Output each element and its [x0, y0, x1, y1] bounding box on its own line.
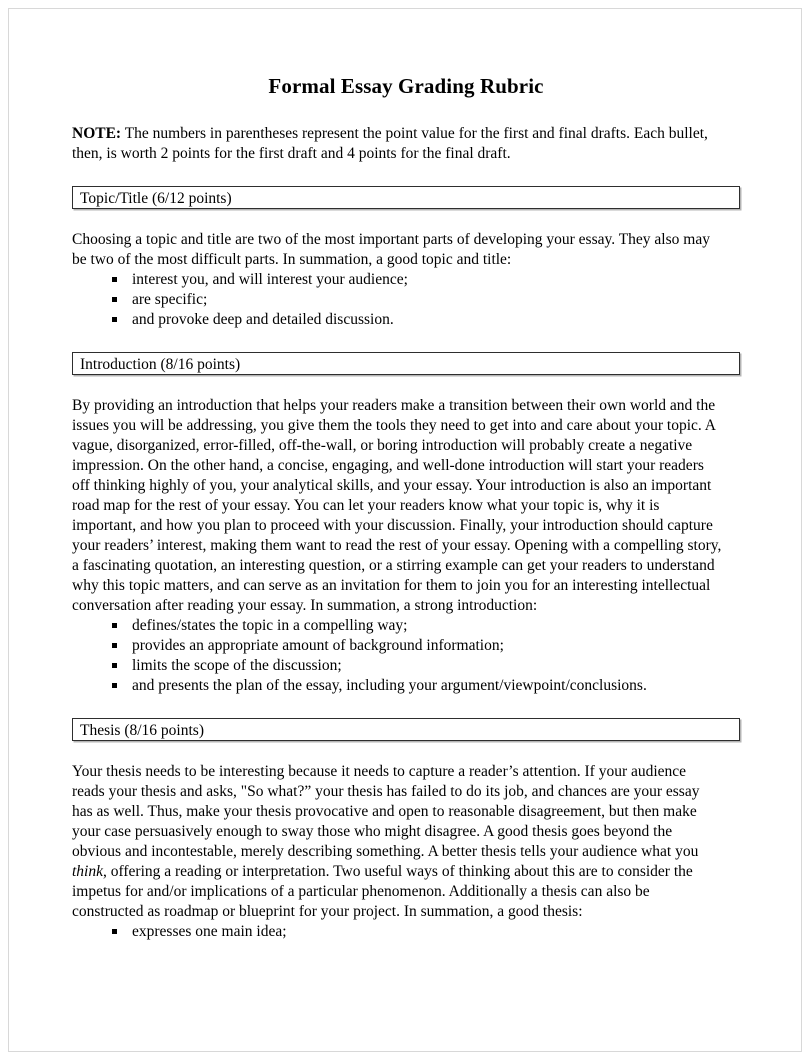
note-paragraph	[72, 124, 722, 164]
list-item-label: and presents the plan of the essay, including your argument/viewpoint/conclusions.	[132, 677, 647, 695]
section-paragraph-thesis	[72, 762, 722, 922]
list-item-label: and provoke deep and detailed discussion.	[132, 311, 394, 329]
bullet-list-thesis	[72, 922, 740, 942]
note-label: NOTE:	[72, 125, 122, 143]
spacer	[72, 375, 740, 396]
spacer	[72, 696, 740, 718]
list-item-label: provides an appropriate amount of background information;	[132, 637, 504, 655]
document-content	[72, 74, 740, 942]
spacer	[72, 741, 740, 762]
list-item	[72, 290, 740, 310]
list-item	[72, 310, 740, 330]
spacer	[72, 330, 740, 352]
bullet-list-topic-title	[72, 270, 740, 330]
list-item-label: defines/states the topic in a compelling way;	[132, 617, 408, 635]
list-item-label: interest you, and will interest your audience;	[132, 271, 408, 289]
section-paragraph-topic-title: Choosing a topic and title are two of the most important parts of developing your essay. They also may be two of the most difficult parts. In summation, a good topic and title:	[72, 231, 710, 269]
list-item-label: limits the scope of the discussion;	[132, 657, 342, 675]
square-bullet-icon	[112, 317, 117, 322]
thesis-text-part1: Your thesis needs to be interesting because it needs to capture a reader’s attention. If your audience reads your thesis and asks, "So what?” your thesis has failed to do its job, and chances are your essay has as well. Thus, make your thesis provocative and open to reasonable disagreement, but then make your case persuasively enough to sway those who might disagree. A good thesis goes beyond the obvious and incontestable, merely describing something. A better thesis tells your audience what you	[72, 763, 700, 861]
square-bullet-icon	[112, 643, 117, 648]
thesis-emphasis-think: think	[72, 863, 103, 881]
list-item	[72, 270, 740, 290]
section-paragraph-introduction: By providing an introduction that helps your readers make a transition between their own world and the issues you will be addressing, you give them the tools they need to get into and care about your topic. A vague, disorganized, error-filled, off-the-wall, or boring introduction will probably create a negative impression. On the other hand, a concise, engaging, and well-done introduction will start your readers off thinking highly of you, your analytical skills, and your essay. Your introduction is also an important road map for the rest of your essay. You can let your readers know what your topic is, why it is important, and how you plan to proceed with your discussion. Finally, your introduction should capture your readers’ interest, making them want to read the rest of your essay. Opening with a compelling story, a fascinating quotation, an interesting question, or a stirring example can get your readers to understand why this topic matters, and can serve as an invitation for them to join you for an interesting intellectual conversation after reading your essay. In summation, a strong introduction:	[72, 397, 722, 615]
list-item	[72, 616, 740, 636]
section-header-introduction: Introduction (8/16 points)	[72, 352, 740, 375]
list-item	[72, 922, 740, 942]
list-item	[72, 656, 740, 676]
square-bullet-icon	[112, 297, 117, 302]
list-item-label: expresses one main idea;	[132, 923, 287, 941]
list-item	[72, 676, 740, 696]
spacer	[72, 209, 740, 230]
note-text: The numbers in parentheses represent the point value for the first and final drafts. Each bullet, then, is worth 2 points for the first draft and 4 points for the final draft.	[72, 125, 708, 163]
square-bullet-icon	[112, 929, 117, 934]
square-bullet-icon	[112, 623, 117, 628]
square-bullet-icon	[112, 277, 117, 282]
square-bullet-icon	[112, 683, 117, 688]
list-item-label: are specific;	[132, 291, 208, 309]
square-bullet-icon	[112, 663, 117, 668]
page-title: Formal Essay Grading Rubric	[268, 74, 544, 98]
section-header-thesis: Thesis (8/16 points)	[72, 718, 740, 741]
bullet-list-introduction	[72, 616, 740, 696]
thesis-text-part2: , offering a reading or interpretation. Two useful ways of thinking about this are to consider the impetus for and/or implications of a particular phenomenon. Additionally a thesis can also be constructed as roadmap or blueprint for your project. In summation, a good thesis:	[72, 863, 693, 921]
section-header-topic-title: Topic/Title (6/12 points)	[72, 186, 740, 209]
list-item	[72, 636, 740, 656]
